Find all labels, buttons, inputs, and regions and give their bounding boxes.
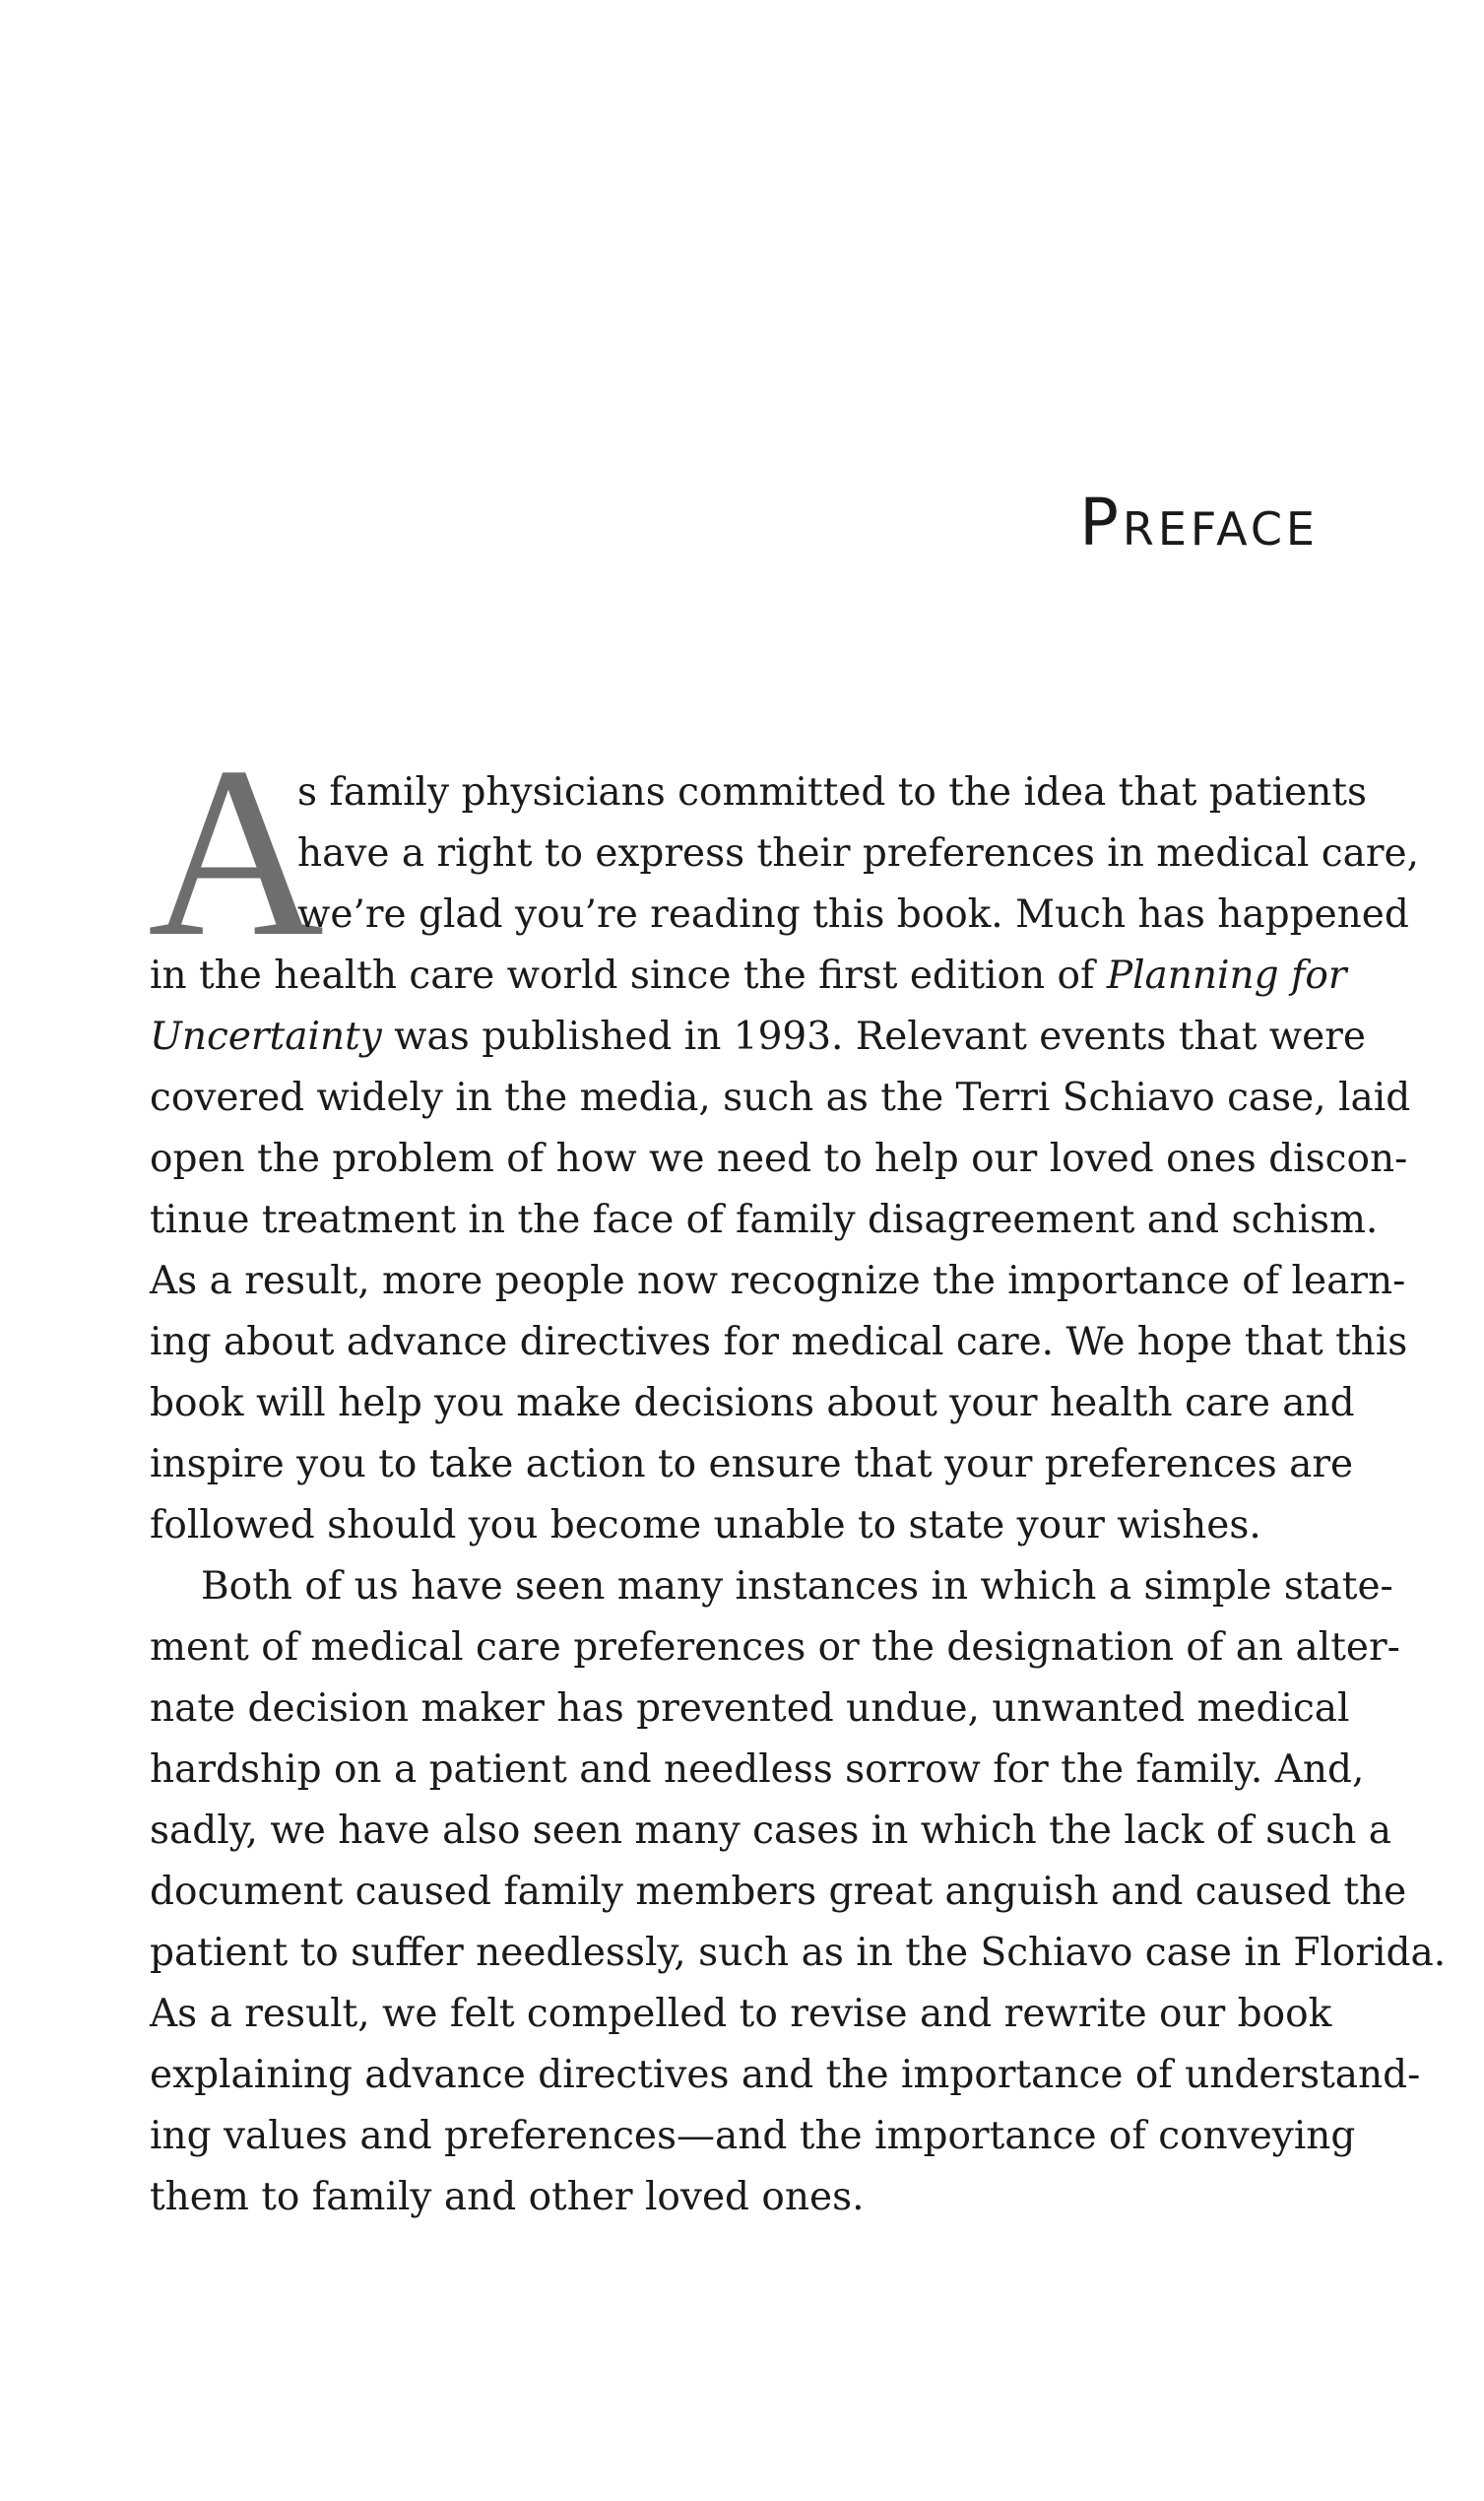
- text-line: open the problem of how we need to help our loved ones discon-: [150, 1137, 1408, 1181]
- text-line: inspire you to take action to ensure that your preferences are: [150, 1442, 1354, 1486]
- text-line: covered widely in the media, such as the Terri Schiavo case, laid: [150, 1076, 1411, 1120]
- text-line: have a right to express their preferences in medical care,: [297, 831, 1419, 876]
- text-line: Both of us have seen many instances in which a simple state-: [201, 1564, 1393, 1609]
- text-line: As a result, more people now recognize the importance of learn-: [150, 1259, 1406, 1303]
- drop-cap: A: [148, 716, 325, 987]
- text-segment: in the health care world since the first edition of: [150, 954, 1107, 998]
- text-line: nate decision maker has prevented undue, unwanted medical: [150, 1686, 1350, 1731]
- text-segment: was published in 1993. Relevant events that were: [381, 1015, 1366, 1059]
- text-line: tinue treatment in the face of family disagreement and schism.: [150, 1198, 1379, 1242]
- text-line: [150, 946, 1347, 1007]
- text-line: them to family and other loved ones.: [150, 2175, 865, 2219]
- paragraph-2: [150, 1556, 1447, 2228]
- text-line: ing values and preferences—and the importance of conveying: [150, 2114, 1356, 2158]
- text-line: ing about advance directives for medical care. We hope that this: [150, 1320, 1408, 1364]
- text-line: followed should you become unable to state your wishes.: [150, 1503, 1261, 1547]
- book-title-italic: Planning for: [1106, 954, 1347, 998]
- text-line: book will help you make decisions about your health care and: [150, 1381, 1355, 1425]
- text-line: ment of medical care preferences or the designation of an alter-: [150, 1625, 1400, 1670]
- text-line: hardship on a patient and needless sorrow for the family. And,: [150, 1747, 1365, 1792]
- text-line: we’re glad you’re reading this book. Much has happened: [297, 892, 1409, 937]
- text-line: document caused family members great anguish and caused the: [150, 1870, 1407, 1914]
- text-line: As a result, we felt compelled to revise and rewrite our book: [150, 1992, 1332, 2036]
- text-line: s family physicians committed to the idea that patients: [297, 770, 1368, 815]
- text-line: sadly, we have also seen many cases in which the lack of such a: [150, 1809, 1392, 1853]
- paragraph-1: [150, 762, 1419, 1556]
- text-line: [150, 1007, 1366, 1068]
- page-title: Preface: [1079, 485, 1319, 560]
- text-line: explaining advance directives and the importance of understand-: [150, 2053, 1421, 2097]
- book-title-italic: Uncertainty: [150, 1015, 382, 1059]
- text-line: patient to suffer needlessly, such as in the Schiavo case in Florida.: [150, 1931, 1447, 1975]
